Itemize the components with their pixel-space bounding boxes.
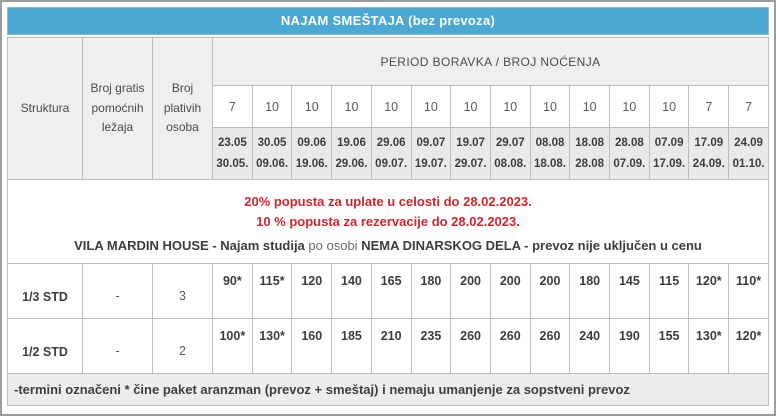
nights-cell: 10	[252, 86, 292, 128]
price-cell: 110*	[729, 264, 769, 319]
nights-cell: 10	[490, 86, 530, 128]
date-range-cell: 09.06 19.06.	[292, 128, 332, 180]
nights-cell: 10	[530, 86, 570, 128]
price-cell: 260	[490, 319, 530, 374]
date-range-cell: 30.05 09.06.	[252, 128, 292, 180]
nights-cell: 10	[411, 86, 451, 128]
row-label: 1/2 STD	[8, 319, 83, 374]
price-cell: 200	[451, 264, 491, 319]
date-range-cell: 08.08 18.08.	[530, 128, 570, 180]
price-cell: 180	[570, 264, 610, 319]
nights-cell: 10	[451, 86, 491, 128]
date-range-cell: 29.06 09.07.	[371, 128, 411, 180]
date-range-cell: 23.05 30.05.	[213, 128, 253, 180]
price-cell: 120	[292, 264, 332, 319]
villa-info-regular: po osobi	[308, 237, 358, 253]
nights-cell: 10	[332, 86, 372, 128]
price-cell: 155	[649, 319, 689, 374]
price-table	[7, 37, 769, 406]
price-cell: 240	[570, 319, 610, 374]
discount-note-full-payment: 20% popusta za uplate u celosti do 28.02.2023.	[244, 193, 532, 209]
date-range-cell: 19.07 29.07.	[451, 128, 491, 180]
price-cell: 115*	[252, 264, 292, 319]
price-cell: 260	[451, 319, 491, 374]
date-range-cell: 07.09 17.09.	[649, 128, 689, 180]
table-title: NAJAM SMEŠTAJA (bez prevoza)	[7, 7, 769, 35]
price-cell: 120*	[689, 264, 729, 319]
villa-info-bold-2: NEMA DINARSKOG DELA - prevoz nije uključen u cenu	[361, 237, 702, 253]
date-range-cell: 19.06 29.06.	[332, 128, 372, 180]
price-cell: 160	[292, 319, 332, 374]
villa-info	[8, 238, 768, 253]
date-range-cell: 29.07 08.08.	[490, 128, 530, 180]
footnote: -termini označeni * čine paket aranzman (prevoz + smeštaj) i nemaju umanjenje za sopstveni prevoz	[8, 374, 769, 406]
date-range-cell: 17.09 24.09.	[689, 128, 729, 180]
villa-info-bold-1: VILA MARDIN HOUSE - Najam studija	[74, 237, 305, 253]
date-range-cell: 28.08 07.09.	[610, 128, 650, 180]
price-cell: 145	[610, 264, 650, 319]
date-range-cell: 09.07 19.07.	[411, 128, 451, 180]
nights-cell: 7	[213, 86, 253, 128]
price-cell: 235	[411, 319, 451, 374]
price-cell: 260	[530, 319, 570, 374]
price-cell: 185	[332, 319, 372, 374]
payable-persons-cell: 3	[153, 264, 213, 319]
price-cell: 115	[649, 264, 689, 319]
price-cell: 165	[371, 264, 411, 319]
nights-cell: 10	[292, 86, 332, 128]
price-cell: 100*	[213, 319, 253, 374]
payable-persons-cell: 2	[153, 319, 213, 374]
price-cell: 190	[610, 319, 650, 374]
nights-cell: 10	[570, 86, 610, 128]
table-row	[8, 264, 769, 319]
date-range-cell: 24.09 01.10.	[729, 128, 769, 180]
nights-cell: 10	[610, 86, 650, 128]
header-row	[8, 38, 769, 86]
discount-note-reservation: 10 % popusta za rezervacije do 28.02.2023.	[256, 213, 520, 229]
nights-cell: 10	[649, 86, 689, 128]
price-cell: 200	[530, 264, 570, 319]
price-cell: 140	[332, 264, 372, 319]
gratis-beds-cell: -	[83, 319, 153, 374]
nights-cell: 7	[689, 86, 729, 128]
gratis-beds-cell: -	[83, 264, 153, 319]
table-row	[8, 319, 769, 374]
nights-cell: 10	[371, 86, 411, 128]
col-header-gratis-beds: Broj gratis pomoćnih ležaja	[83, 38, 153, 180]
price-cell: 130*	[689, 319, 729, 374]
col-header-payable-persons: Broj plativih osoba	[153, 38, 213, 180]
price-cell: 130*	[252, 319, 292, 374]
price-cell: 200	[490, 264, 530, 319]
price-cell: 210	[371, 319, 411, 374]
price-cell: 120*	[729, 319, 769, 374]
row-label: 1/3 STD	[8, 264, 83, 319]
footnote-row	[8, 374, 769, 406]
col-header-struktura: Struktura	[8, 38, 83, 180]
price-cell: 180	[411, 264, 451, 319]
col-header-period: PERIOD BORAVKA / BROJ NOĆENJA	[213, 38, 769, 86]
notes-row	[8, 180, 769, 264]
price-cell: 90*	[213, 264, 253, 319]
nights-cell: 7	[729, 86, 769, 128]
date-range-cell: 18.08 28.08	[570, 128, 610, 180]
